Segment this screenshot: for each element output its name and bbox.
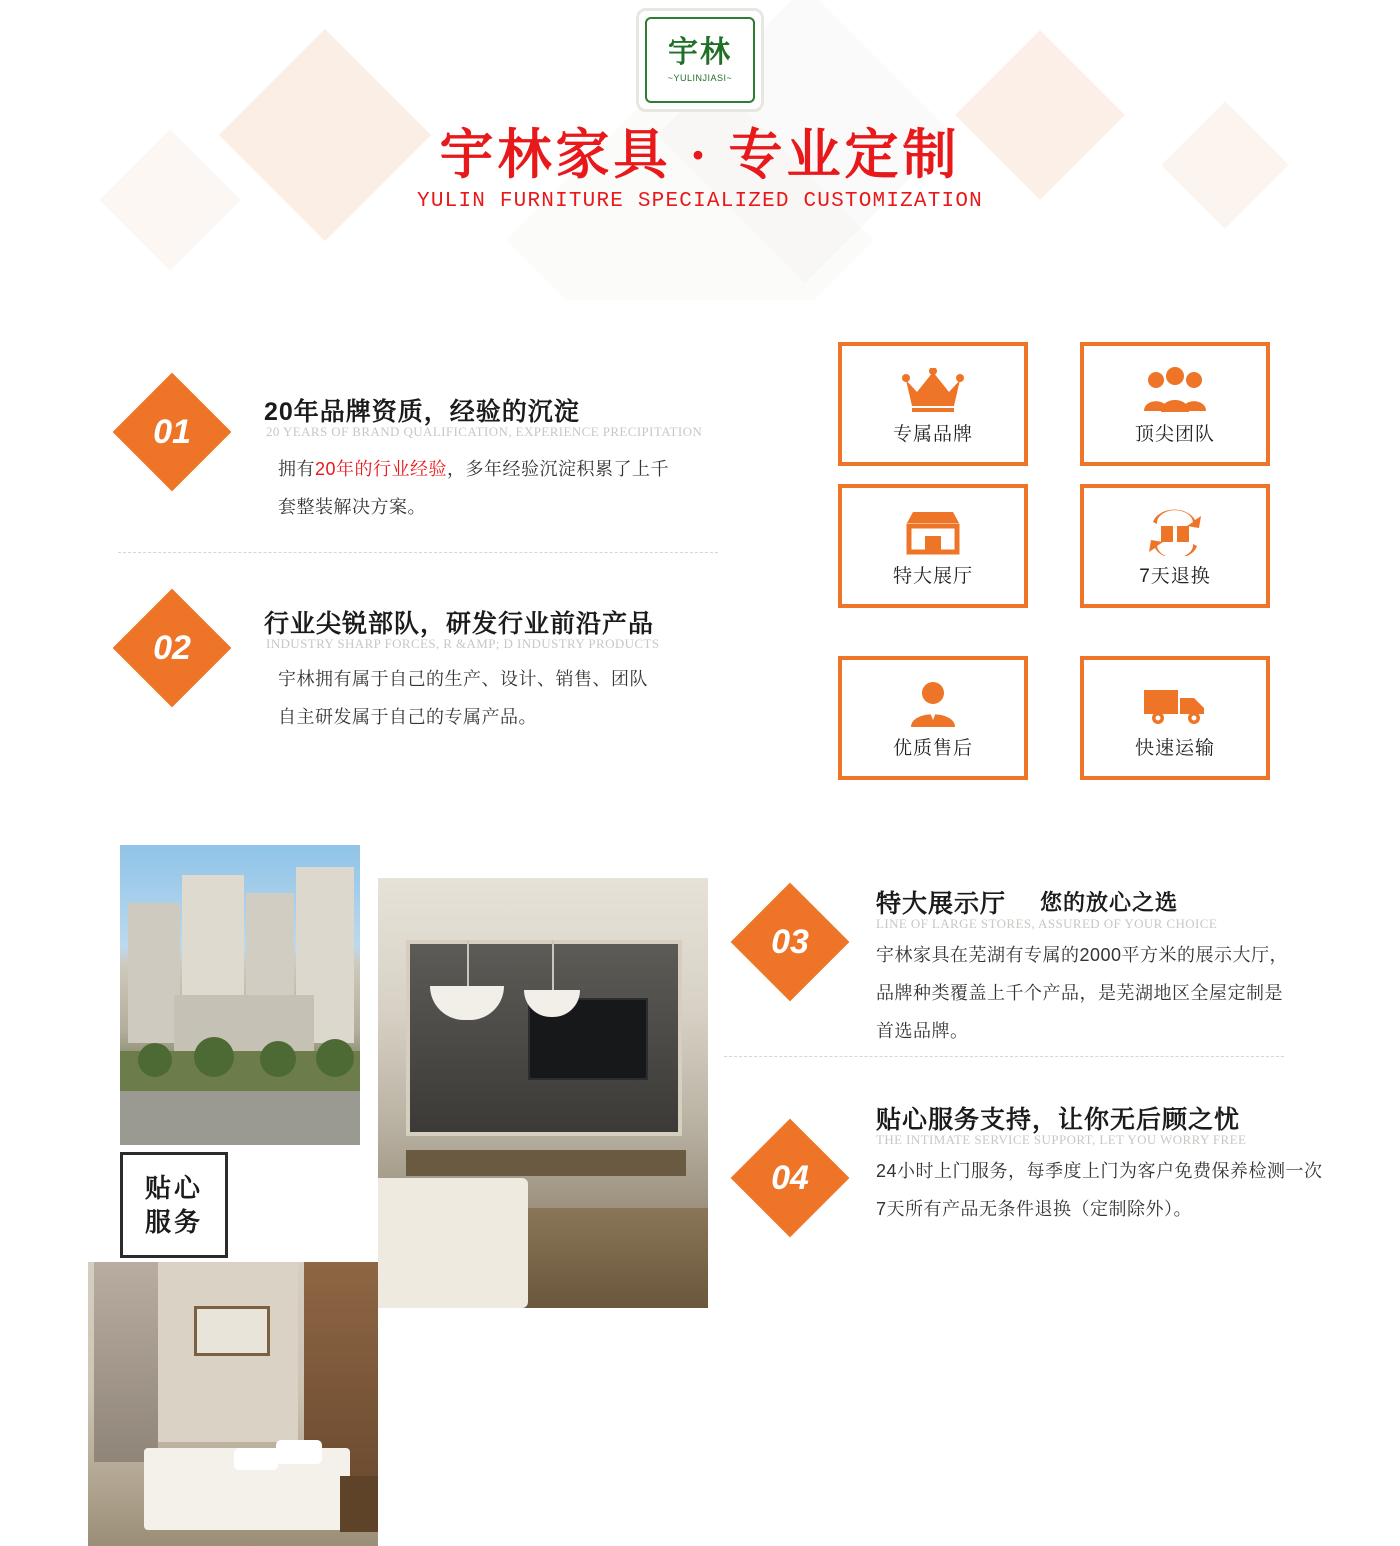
feature-01-title: 20年品牌资质，经验的沉淀 [264, 398, 580, 426]
service-badge-line2: 服务 [144, 1207, 203, 1237]
service-badge-line1: 贴心 [144, 1173, 203, 1203]
feature-01-body-line2: 套整装解决方案。 [278, 497, 426, 517]
feature-badge-04 [731, 1119, 850, 1238]
brand-logo-pinyin-text: ~YULINJIASI~ [667, 72, 733, 83]
icon-cell-large-showroom [838, 484, 1028, 608]
icon-cell-large-showroom-label: 特大展厅 [892, 565, 973, 587]
feature-divider-2 [724, 1056, 1284, 1057]
icon-cell-fast-shipping-label: 快速运输 [1134, 737, 1215, 759]
feature-02-subtitle: INDUSTRY SHARP FORCES, R &AMP; D INDUSTRY PRODUCTS [266, 636, 660, 651]
feature-01-body-pre: 拥有 [278, 459, 315, 479]
crown-icon [902, 363, 964, 417]
feature-badge-02-number: 02 [153, 629, 191, 667]
feature-badge-03-number: 03 [771, 923, 809, 961]
feature-03-body-line3: 首选品牌。 [876, 1021, 969, 1041]
page-subtitle-english: YULIN FURNITURE SPECIALIZED CUSTOMIZATION [417, 190, 983, 213]
brand-logo [636, 8, 764, 112]
feature-badge-04-number: 04 [771, 1159, 809, 1197]
feature-03-body [876, 936, 1376, 1050]
icon-cell-exclusive-brand [838, 342, 1028, 466]
return-exchange-icon [1145, 505, 1205, 559]
feature-02-body-line2: 自主研发属于自己的专属产品。 [278, 707, 537, 727]
feature-04-title: 贴心服务支持，让你无后顾之忧 [876, 1106, 1241, 1134]
feature-03-body-line2: 品牌种类覆盖上千个产品，是芜湖地区全屋定制是 [876, 983, 1283, 1003]
truck-icon [1142, 677, 1208, 731]
building-exterior-photo [120, 845, 360, 1145]
feature-badge-02 [113, 589, 232, 708]
icon-cell-quality-aftersales [838, 656, 1028, 780]
feature-03-subtitle: LINE OF LARGE STORES, ASSURED OF YOUR CHOICE [876, 916, 1218, 931]
feature-divider-1 [118, 552, 718, 553]
icon-cell-quality-aftersales-label: 优质售后 [892, 737, 973, 759]
icon-cell-top-team [1080, 342, 1270, 466]
icon-cell-seven-day-return [1080, 484, 1270, 608]
living-room-photo [378, 878, 708, 1308]
feature-02-body-line1: 宇林拥有属于自己的生产、设计、销售、团队 [278, 669, 648, 689]
team-icon [1142, 363, 1208, 417]
feature-03-title: 特大展示厅 [876, 890, 1007, 918]
bedroom-photo [88, 1262, 378, 1546]
icon-cell-exclusive-brand-label: 专属品牌 [892, 423, 973, 445]
feature-03-body-line1: 宇林家具在芜湖有专属的2000平方米的展示大厅， [876, 945, 1289, 965]
support-agent-icon [905, 677, 961, 731]
icon-cell-top-team-label: 顶尖团队 [1134, 423, 1215, 445]
icon-cell-fast-shipping [1080, 656, 1270, 780]
feature-badge-01-number: 01 [153, 413, 191, 451]
feature-04-body-line2: 7天所有产品无条件退换（定制除外）。 [876, 1199, 1193, 1219]
feature-04-subtitle: THE INTIMATE SERVICE SUPPORT, LET YOU WORRY FREE [876, 1132, 1247, 1147]
feature-02-title: 行业尖锐部队，研发行业前沿产品 [264, 610, 655, 638]
brand-logo-inner [645, 17, 755, 103]
feature-03-title-secondary: 您的放心之选 [1040, 890, 1179, 915]
brand-logo-chinese-text: 宇林 [668, 35, 732, 69]
page-title: 宇林家具 · 专业定制 [439, 125, 961, 185]
storefront-icon [903, 505, 963, 559]
feature-01-body-post: ，多年经验沉淀积累了上千 [447, 459, 670, 479]
feature-04-body [876, 1152, 1396, 1228]
feature-04-body-line1: 24小时上门服务，每季度上门为客户免费保养检测一次 [876, 1161, 1323, 1181]
feature-01-subtitle: 20 YEARS OF BRAND QUALIFICATION, EXPERIENCE PRECIPITATION [266, 424, 703, 439]
service-badge [120, 1152, 228, 1258]
feature-badge-01 [113, 373, 232, 492]
feature-01-body [278, 450, 748, 526]
feature-01-body-highlight: 20年的行业经验 [315, 459, 448, 479]
page-header [0, 0, 1400, 300]
feature-badge-03 [731, 883, 850, 1002]
feature-02-body [278, 660, 748, 736]
icon-cell-seven-day-return-label: 7天退换 [1139, 565, 1211, 587]
